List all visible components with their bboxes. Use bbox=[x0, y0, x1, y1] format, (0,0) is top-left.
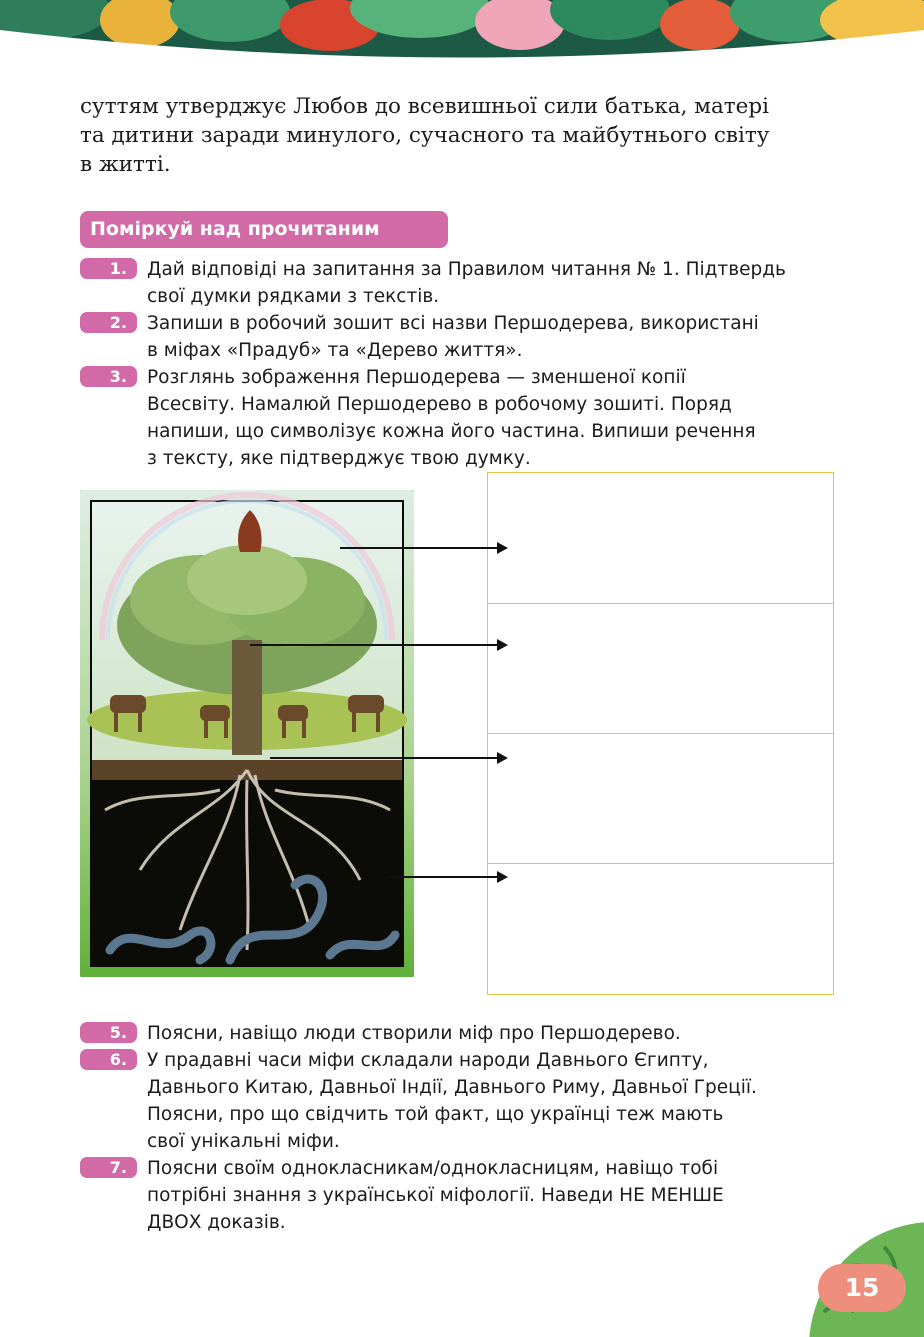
world-tree-illustration bbox=[80, 490, 414, 977]
arrow-pointer bbox=[270, 757, 506, 759]
task-line: Розглянь зображення Першодерева — зменшеної копії bbox=[147, 367, 686, 388]
task-number: 1. bbox=[80, 258, 137, 279]
task-line: Запиши в робочий зошит всі назви Першодерева, використані bbox=[147, 313, 759, 334]
task-item-3 bbox=[80, 364, 834, 472]
answer-box-4[interactable] bbox=[487, 863, 834, 995]
task-text bbox=[147, 364, 834, 472]
page-number-badge: 15 bbox=[818, 1264, 906, 1312]
answer-box-3[interactable] bbox=[487, 733, 834, 864]
intro-paragraph bbox=[80, 92, 834, 179]
arrow-pointer bbox=[250, 644, 506, 646]
task-number: 7. bbox=[80, 1157, 137, 1178]
top-foliage-banner bbox=[0, 0, 924, 62]
task-line: з тексту, яке підтверджує твою думку. bbox=[147, 448, 531, 469]
intro-line: суттям утверджує Любов до всевишньої сили батька, матері bbox=[80, 94, 770, 119]
intro-line: в житті. bbox=[80, 152, 171, 177]
task-item-1 bbox=[80, 256, 834, 310]
answer-box-2[interactable] bbox=[487, 603, 834, 734]
arrow-pointer bbox=[340, 547, 506, 549]
task-line: свої унікальні міфи. bbox=[147, 1131, 340, 1152]
task-item-5 bbox=[80, 1020, 834, 1047]
task-line: У прадавні часи міфи складали народи Давнього Єгипту, bbox=[147, 1050, 709, 1071]
task-line: Поясни, навіщо люди створили міф про Першодерево. bbox=[147, 1023, 681, 1044]
task-line: Давнього Китаю, Давньої Індії, Давнього Риму, Давньої Греції. bbox=[147, 1077, 757, 1098]
task-line: Дай відповіді на запитання за Правилом читання № 1. Підтвердь bbox=[147, 259, 786, 280]
task-number: 6. bbox=[80, 1049, 137, 1070]
intro-line: та дитини заради минулого, сучасного та майбутнього світу bbox=[80, 123, 770, 148]
task-line: в міфах «Прадуб» та «Дерево життя». bbox=[147, 340, 523, 361]
task-line: напиши, що символізує кожна його частина. Випиши речення bbox=[147, 421, 756, 442]
task-number: 5. bbox=[80, 1022, 137, 1043]
task-text bbox=[147, 1020, 834, 1047]
task-text bbox=[147, 256, 834, 310]
task-number: 2. bbox=[80, 312, 137, 333]
task-item-6 bbox=[80, 1047, 834, 1155]
task-line: Поясни, про що свідчить той факт, що українці теж мають bbox=[147, 1104, 724, 1125]
section-heading: Поміркуй над прочитаним bbox=[80, 211, 448, 248]
arrow-pointer bbox=[390, 876, 506, 878]
task-line: Всесвіту. Намалюй Першодерево в робочому зошиті. Поряд bbox=[147, 394, 732, 415]
task-line: Поясни своїм однокласникам/однокласницям, навіщо тобі bbox=[147, 1158, 719, 1179]
task-text bbox=[147, 310, 834, 364]
task-item-2 bbox=[80, 310, 834, 364]
task-text bbox=[147, 1155, 834, 1236]
task-line: ДВОХ доказів. bbox=[147, 1212, 286, 1233]
task-line: свої думки рядками з текстів. bbox=[147, 286, 440, 307]
task-item-7 bbox=[80, 1155, 834, 1236]
task-text bbox=[147, 1047, 834, 1155]
task-line: потрібні знання з української міфології. Наведи НЕ МЕНШЕ bbox=[147, 1185, 724, 1206]
task-number: 3. bbox=[80, 366, 137, 387]
answer-box-1[interactable] bbox=[487, 472, 834, 604]
